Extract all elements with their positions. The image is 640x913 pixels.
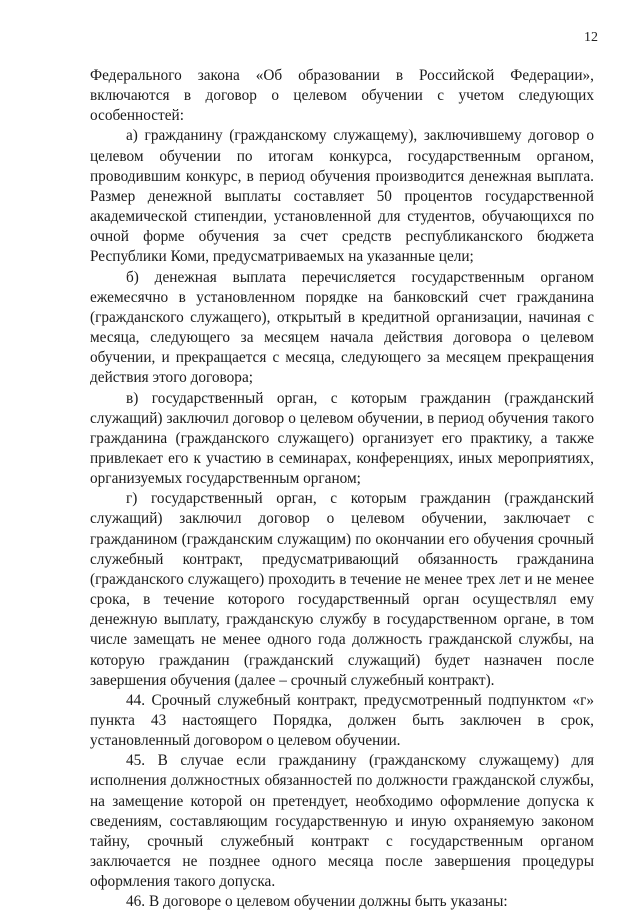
paragraph-subitem-v: в) государственный орган, с которым гражданин (гражданский служащий) заключил договор о целевом обучении, в период обучения такого гражданина (гражданского служащего) организует его практику, а также привлекает его к участию в семинарах, конференциях, иных мероприятиях, организуемых государственным органом; [90, 389, 594, 488]
paragraph-subitem-g: г) государственный орган, с которым гражданин (гражданский служащий) заключил договор о целевом обучении, заключает с гражданином (гражданским служащим) по окончании его обучения срочный служебный контракт, предусматривающий обязанность гражданина (гражданского служащего) проходить в течение не менее трех лет и не менее срока, в течение которого государственный орган осуществлял ему денежную выплату, гражданскую службу в государственном органе, в том числе замещать не менее одного года должность гражданской службы, на которую гражданин (гражданский служащий) будет назначен после завершения обучения (далее – срочный служебный контракт). [90, 490, 594, 689]
paragraph-subitem-b: б) денежная выплата перечисляется государственным органом ежемесячно в установленном порядке на банковский счет гражданина (гражданского служащего), открытый в кредитной организации, начиная с месяца, следующего за месяцем начала действия договора о целевом обучении, и прекращается с месяца, следующего за месяцем прекращения действия этого договора; [90, 268, 594, 387]
paragraph-clause-44: 44. Срочный служебный контракт, предусмотренный подпунктом «г» пункта 43 настоящего Порядка, должен быть заключен в срок, установленный договором о целевом обучении. [90, 691, 594, 750]
page-number: 12 [584, 30, 598, 45]
paragraph-subitem-a: а) гражданину (гражданскому служащему), заключившему договор о целевом обучении по итогам конкурса, государственным органом, проводившим конкурс, в период обучения производится денежная выплата. Размер денежной выплаты составляет 50 процентов государственной академической стипендии, установленной для студентов, обучающихся по очной форме обучения за счет средств республиканского бюджета Республики Коми, предусматриваемых на указанные цели; [90, 127, 594, 266]
document-body [90, 66, 594, 913]
paragraph-clause-45: 45. В случае если гражданину (гражданскому служащему) для исполнения должностных обязанностей по должности гражданской службы, на замещение которой он претендует, необходимо оформление допуска к сведениям, составляющим государственную и иную охраняемую законом тайну, срочный служебный контракт с государственным органом заключается не позднее одного месяца после завершения процедуры оформления такого допуска. [90, 752, 594, 891]
paragraph-continuation: Федерального закона «Об образовании в Российской Федерации», включаются в договор о целевом обучении с учетом следующих особенностей: [90, 67, 594, 125]
paragraph-clause-46: 46. В договоре о целевом обучении должны быть указаны: [126, 893, 508, 911]
